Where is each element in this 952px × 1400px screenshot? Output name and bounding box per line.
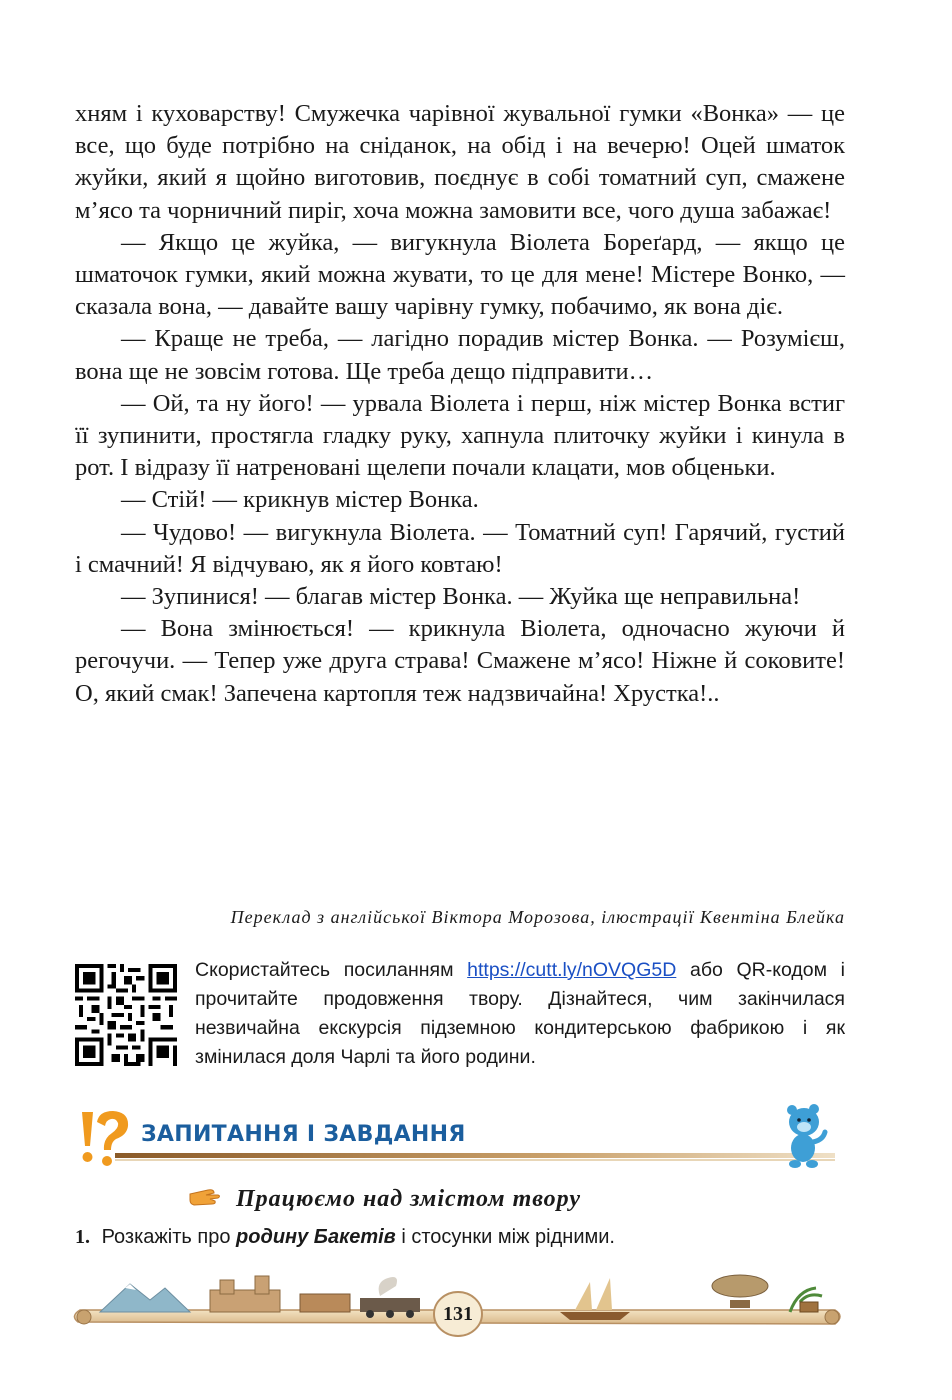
question-text-after: і стосунки між рідними. (401, 1226, 615, 1248)
story-paragraph: — Ой, та ну його! — урвала Віолета і перш, ніж містер Вонка встиг її зупинити, простягла гладку руку, хапнула плиточку жуйки і кинула в рот. І відразу її натреновані щелепи почали клацати, мов обценьки. (75, 389, 845, 482)
questions-section-header (75, 1108, 845, 1178)
exclamation-question-icon (75, 1108, 135, 1170)
qr-text-after: або QR-кодом і прочитайте продовження твору. Дізнайтеся, чим закінчилася незвичайна екскурсія підземною кондитерською фабрикою і як змінилася доля Чарлі та його родини. (195, 959, 846, 1068)
qr-instructions (195, 956, 845, 1072)
question-emphasis: родину Бакетів (236, 1226, 396, 1248)
qr-text-before: Скористайтесь посиланням (195, 959, 454, 981)
story-paragraph: — Якщо це жуйка, — вигукнула Віолета Бореґард, — якщо це шматочок гумки, який можна жувати, то це для мене! Містере Вонко, — сказала вона, — давайте вашу чарівну гумку, побачимо, як вона діє. (75, 228, 845, 321)
story-link[interactable]: https://cutt.ly/nOVQG5D (467, 959, 677, 981)
question-number: 1. (75, 1226, 90, 1248)
story-paragraph: хням і куховарству! Смужечка чарівної жувальної гумки «Вонка» — це все, що буде потрібно на сніданок, на обід і на вечерю! Оцей шматок жуйки, який я щойно виготовив, поєднує в собі томатний суп, смажене м’ясо та чорничний пиріг, хоча можна замовити все, чого душа забажає! (75, 100, 845, 224)
bear-mascot-icon (775, 1100, 835, 1172)
qr-code-icon[interactable] (75, 964, 177, 1066)
pointing-hand-icon (188, 1186, 222, 1208)
question-item (75, 1226, 615, 1249)
section-subheading: Працюємо над змістом твору (236, 1186, 581, 1212)
section-title: ЗАПИТАННЯ І ЗАВДАННЯ (141, 1122, 466, 1147)
story-text (75, 98, 845, 710)
story-paragraph: — Краще не треба, — лагідно порадив містер Вонка. — Розумієш, вона ще не зовсім готова. Ще треба дещо підправити… (75, 325, 845, 385)
story-paragraph: — Чудово! — вигукнула Віолета. — Томатний суп! Гарячий, густий і смачний! Я відчуваю, як я його ковтаю! (75, 518, 845, 578)
story-paragraph: — Зупинися! — благав містер Вонка. — Жуйка ще неправильна! (121, 583, 801, 611)
story-paragraph: — Стій! — крикнув містер Вонка. (121, 486, 479, 514)
translation-credit: Переклад з англійської Віктора Морозова, ілюстрації Квентіна Блейка (230, 907, 845, 927)
page-number: 131 (443, 1303, 473, 1325)
story-paragraph: — Вона змінюється! — крикнула Віолета, одночасно жуючи й регочучи. — Тепер уже друга страва! Смажене м’ясо! Ніжне й соковите! О, який смак! Запечена картопля теж надзвичайна! Хрустка!.. (75, 615, 845, 707)
qr-note (75, 960, 845, 1070)
question-text-before: Розкажіть про (101, 1226, 231, 1248)
